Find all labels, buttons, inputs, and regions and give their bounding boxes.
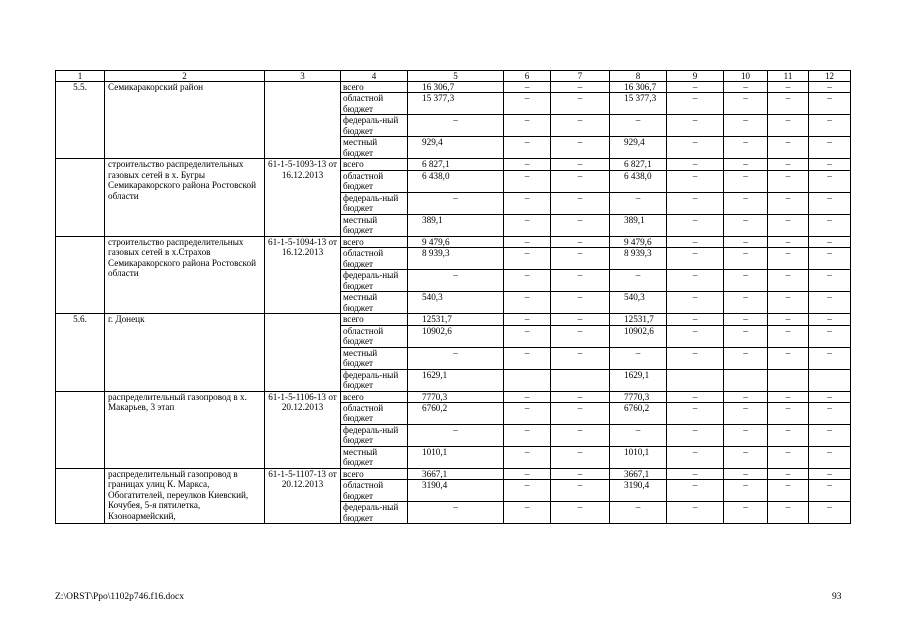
dash-cell: –: [504, 270, 551, 292]
dash-cell: –: [768, 502, 809, 524]
project-name: строительство распределительных газовых сетей в х.Страхов Семикаракорского района Ростовской области: [105, 236, 265, 313]
dash-cell: –: [809, 292, 851, 314]
dash-cell: –: [768, 480, 809, 502]
dash-cell: –: [809, 325, 851, 347]
dash-cell: –: [809, 447, 851, 469]
dash-cell: –: [551, 447, 610, 469]
budget-type: областной бюджет: [341, 93, 408, 115]
value-cell: 3190,4: [408, 480, 504, 502]
table-row: [56, 314, 851, 325]
budget-type: федераль-ный бюджет: [341, 115, 408, 137]
budget-type: федераль-ный бюджет: [341, 425, 408, 447]
dash-cell: –: [667, 314, 724, 325]
dash-cell: –: [809, 192, 851, 214]
value-cell: 6 438,0: [408, 170, 504, 192]
dash-cell: –: [551, 115, 610, 137]
dash-cell: –: [768, 115, 809, 137]
header-cell: 2: [105, 71, 265, 82]
dash-cell: –: [768, 314, 809, 325]
dash-cell: –: [504, 502, 551, 524]
dash-cell: –: [667, 347, 724, 369]
header-cell: 7: [551, 71, 610, 82]
budget-type: местный бюджет: [341, 447, 408, 469]
value-cell: 15 377,3: [610, 93, 667, 115]
dash-cell: –: [551, 403, 610, 425]
dash-cell: –: [667, 292, 724, 314]
value-cell: 10902,6: [610, 325, 667, 347]
dash-cell: –: [551, 425, 610, 447]
dash-cell: –: [551, 314, 610, 325]
dash-cell: –: [408, 347, 504, 369]
dash-cell: –: [724, 115, 768, 137]
value-cell: 12531,7: [610, 314, 667, 325]
value-cell: 540,3: [408, 292, 504, 314]
budget-type: местный бюджет: [341, 347, 408, 369]
dash-cell: –: [724, 292, 768, 314]
dash-cell: –: [551, 502, 610, 524]
dash-cell: –: [551, 391, 610, 402]
file-path: Z:\ORST\Ppo\1102p746.f16.docx: [55, 592, 184, 602]
budget-type: федераль-ный бюджет: [341, 270, 408, 292]
project-code: 61-1-5-1107-13 от 20.12.2013: [265, 469, 341, 524]
dash-cell: –: [551, 82, 610, 93]
budget-type: местный бюджет: [341, 214, 408, 236]
dash-cell: –: [667, 425, 724, 447]
value-cell: 389,1: [408, 214, 504, 236]
budget-type: всего: [341, 469, 408, 480]
project-name: распределительный газопровод в х. Макарьев, 3 этап: [105, 391, 265, 468]
dash-cell: –: [667, 192, 724, 214]
dash-cell: –: [504, 236, 551, 247]
dash-cell: –: [504, 93, 551, 115]
header-cell: 4: [341, 71, 408, 82]
value-cell: 10902,6: [408, 325, 504, 347]
header-cell: 1: [56, 71, 105, 82]
dash-cell: –: [408, 192, 504, 214]
dash-cell: –: [809, 480, 851, 502]
budget-type: федераль-ный бюджет: [341, 192, 408, 214]
budget-type: областной бюджет: [341, 325, 408, 347]
dash-cell: –: [504, 325, 551, 347]
section-name: г. Донецк: [105, 314, 265, 391]
dash-cell: –: [768, 159, 809, 170]
dash-cell: –: [768, 192, 809, 214]
dash-cell: –: [504, 425, 551, 447]
dash-cell: –: [768, 270, 809, 292]
dash-cell: –: [724, 447, 768, 469]
dash-cell: –: [408, 502, 504, 524]
dash-cell: –: [768, 292, 809, 314]
project-name: строительство распределительных газовых сетей в х. Бугры Семикаракорского района Ростовской области: [105, 159, 265, 236]
project-name: распределительный газопровод в границах улиц К. Маркса, Обогатителей, переулков Киевский, Кочубея, 5-я пятилетка, Кзоноармейский,: [105, 469, 265, 524]
dash-cell: –: [809, 236, 851, 247]
table-row: [56, 236, 851, 247]
budget-type: федераль-ный бюджет: [341, 369, 408, 391]
dash-cell: –: [724, 270, 768, 292]
budget-type: областной бюджет: [341, 248, 408, 270]
value-cell: 16 306,7: [610, 82, 667, 93]
budget-type: всего: [341, 236, 408, 247]
dash-cell: –: [809, 170, 851, 192]
dash-cell: –: [667, 403, 724, 425]
dash-cell: –: [551, 469, 610, 480]
dash-cell: –: [504, 292, 551, 314]
dash-cell: –: [809, 82, 851, 93]
dash-cell: –: [610, 502, 667, 524]
dash-cell: –: [551, 292, 610, 314]
dash-cell: –: [504, 314, 551, 325]
page-number: 93: [832, 592, 842, 602]
section-number: [56, 469, 105, 524]
dash-cell: –: [809, 137, 851, 159]
dash-cell: –: [551, 347, 610, 369]
dash-cell: –: [667, 270, 724, 292]
dash-cell: –: [504, 214, 551, 236]
value-cell: 9 479,6: [408, 236, 504, 247]
empty-cell: [551, 369, 610, 391]
dash-cell: –: [610, 347, 667, 369]
value-cell: 1629,1: [408, 369, 504, 391]
dash-cell: –: [809, 391, 851, 402]
value-cell: 1010,1: [408, 447, 504, 469]
dash-cell: –: [667, 93, 724, 115]
header-cell: 12: [809, 71, 851, 82]
table-row: [56, 159, 851, 170]
dash-cell: –: [551, 270, 610, 292]
dash-cell: –: [724, 391, 768, 402]
section-number: [56, 159, 105, 236]
dash-cell: –: [768, 214, 809, 236]
project-code: 61-1-5-1106-13 от 20.12.2013: [265, 391, 341, 468]
dash-cell: –: [768, 170, 809, 192]
header-cell: 8: [610, 71, 667, 82]
value-cell: 15 377,3: [408, 93, 504, 115]
table-row: [56, 82, 851, 93]
dash-cell: –: [667, 502, 724, 524]
section-name: Семикаракорский район: [105, 82, 265, 159]
value-cell: 12531,7: [408, 314, 504, 325]
dash-cell: –: [724, 82, 768, 93]
dash-cell: –: [667, 159, 724, 170]
dash-cell: –: [551, 137, 610, 159]
dash-cell: –: [667, 170, 724, 192]
dash-cell: –: [768, 82, 809, 93]
dash-cell: –: [768, 248, 809, 270]
dash-cell: –: [504, 159, 551, 170]
dash-cell: –: [504, 469, 551, 480]
dash-cell: –: [667, 391, 724, 402]
dash-cell: –: [551, 93, 610, 115]
code-cell: [265, 314, 341, 391]
header-cell: 6: [504, 71, 551, 82]
dash-cell: –: [724, 248, 768, 270]
dash-cell: –: [724, 480, 768, 502]
value-cell: 9 479,6: [610, 236, 667, 247]
dash-cell: –: [551, 214, 610, 236]
section-number: 5.6.: [56, 314, 105, 391]
dash-cell: –: [667, 480, 724, 502]
dash-cell: –: [768, 137, 809, 159]
header-cell: 5: [408, 71, 504, 82]
dash-cell: –: [667, 214, 724, 236]
dash-cell: –: [809, 93, 851, 115]
dash-cell: –: [667, 469, 724, 480]
budget-type: федераль-ный бюджет: [341, 502, 408, 524]
value-cell: 1010,1: [610, 447, 667, 469]
dash-cell: –: [667, 115, 724, 137]
header-row: [56, 71, 851, 82]
dash-cell: –: [504, 115, 551, 137]
section-number: [56, 236, 105, 313]
dash-cell: –: [768, 447, 809, 469]
dash-cell: –: [504, 192, 551, 214]
budget-type: всего: [341, 314, 408, 325]
dash-cell: –: [504, 480, 551, 502]
budget-type: областной бюджет: [341, 480, 408, 502]
dash-cell: –: [667, 82, 724, 93]
dash-cell: –: [809, 248, 851, 270]
dash-cell: –: [504, 347, 551, 369]
dash-cell: –: [610, 115, 667, 137]
document-sheet: [55, 70, 850, 524]
dash-cell: –: [724, 137, 768, 159]
dash-cell: –: [551, 192, 610, 214]
budget-type: областной бюджет: [341, 170, 408, 192]
value-cell: 6760,2: [408, 403, 504, 425]
dash-cell: –: [724, 192, 768, 214]
dash-cell: –: [809, 403, 851, 425]
dash-cell: –: [724, 314, 768, 325]
dash-cell: –: [504, 248, 551, 270]
table-row: [56, 469, 851, 480]
dash-cell: –: [768, 403, 809, 425]
dash-cell: –: [809, 469, 851, 480]
project-code: 61-1-5-1094-13 от 16.12.2013: [265, 236, 341, 313]
dash-cell: –: [667, 137, 724, 159]
header-cell: 11: [768, 71, 809, 82]
dash-cell: –: [809, 425, 851, 447]
dash-cell: –: [768, 236, 809, 247]
dash-cell: –: [809, 270, 851, 292]
budget-type: местный бюджет: [341, 292, 408, 314]
budget-table: [55, 70, 851, 524]
value-cell: 3667,1: [610, 469, 667, 480]
budget-type: всего: [341, 82, 408, 93]
value-cell: 389,1: [610, 214, 667, 236]
dash-cell: –: [724, 347, 768, 369]
dash-cell: –: [667, 248, 724, 270]
budget-type: местный бюджет: [341, 137, 408, 159]
dash-cell: –: [408, 115, 504, 137]
dash-cell: –: [667, 447, 724, 469]
dash-cell: –: [504, 170, 551, 192]
dash-cell: –: [610, 425, 667, 447]
value-cell: 6 438,0: [610, 170, 667, 192]
dash-cell: –: [809, 159, 851, 170]
dash-cell: –: [610, 270, 667, 292]
table-row: [56, 391, 851, 402]
value-cell: 1629,1: [610, 369, 667, 391]
dash-cell: –: [768, 391, 809, 402]
dash-cell: –: [809, 347, 851, 369]
dash-cell: –: [551, 248, 610, 270]
dash-cell: –: [551, 159, 610, 170]
value-cell: 7770,3: [610, 391, 667, 402]
dash-cell: –: [809, 314, 851, 325]
empty-cell: [504, 369, 551, 391]
budget-type: областной бюджет: [341, 403, 408, 425]
header-cell: 9: [667, 71, 724, 82]
empty-cell: [667, 369, 724, 391]
project-code: 61-1-5-1093-13 от 16.12.2013: [265, 159, 341, 236]
dash-cell: –: [809, 502, 851, 524]
section-number: [56, 391, 105, 468]
dash-cell: –: [551, 170, 610, 192]
dash-cell: –: [504, 447, 551, 469]
header-cell: 10: [724, 71, 768, 82]
dash-cell: –: [551, 236, 610, 247]
dash-cell: –: [504, 391, 551, 402]
empty-cell: [809, 369, 851, 391]
dash-cell: –: [504, 137, 551, 159]
value-cell: 6 827,1: [610, 159, 667, 170]
dash-cell: –: [724, 403, 768, 425]
empty-cell: [768, 369, 809, 391]
value-cell: 6760,2: [610, 403, 667, 425]
budget-type: всего: [341, 391, 408, 402]
dash-cell: –: [667, 325, 724, 347]
dash-cell: –: [551, 325, 610, 347]
value-cell: 6 827,1: [408, 159, 504, 170]
empty-cell: [724, 369, 768, 391]
value-cell: 16 306,7: [408, 82, 504, 93]
dash-cell: –: [724, 469, 768, 480]
dash-cell: –: [768, 425, 809, 447]
dash-cell: –: [768, 325, 809, 347]
value-cell: 929,4: [610, 137, 667, 159]
value-cell: 3190,4: [610, 480, 667, 502]
dash-cell: –: [408, 425, 504, 447]
dash-cell: –: [768, 347, 809, 369]
value-cell: 7770,3: [408, 391, 504, 402]
dash-cell: –: [768, 469, 809, 480]
value-cell: 929,4: [408, 137, 504, 159]
dash-cell: –: [724, 325, 768, 347]
dash-cell: –: [504, 82, 551, 93]
dash-cell: –: [667, 236, 724, 247]
dash-cell: –: [551, 480, 610, 502]
code-cell: [265, 82, 341, 159]
budget-type: всего: [341, 159, 408, 170]
value-cell: 3667,1: [408, 469, 504, 480]
dash-cell: –: [724, 214, 768, 236]
value-cell: 540,3: [610, 292, 667, 314]
dash-cell: –: [504, 403, 551, 425]
value-cell: 8 939,3: [610, 248, 667, 270]
dash-cell: –: [724, 170, 768, 192]
section-number: 5.5.: [56, 82, 105, 159]
value-cell: 8 939,3: [408, 248, 504, 270]
dash-cell: –: [768, 93, 809, 115]
dash-cell: –: [724, 236, 768, 247]
dash-cell: –: [408, 270, 504, 292]
dash-cell: –: [724, 502, 768, 524]
dash-cell: –: [724, 159, 768, 170]
dash-cell: –: [809, 115, 851, 137]
dash-cell: –: [809, 214, 851, 236]
dash-cell: –: [724, 425, 768, 447]
dash-cell: –: [724, 93, 768, 115]
header-cell: 3: [265, 71, 341, 82]
dash-cell: –: [610, 192, 667, 214]
